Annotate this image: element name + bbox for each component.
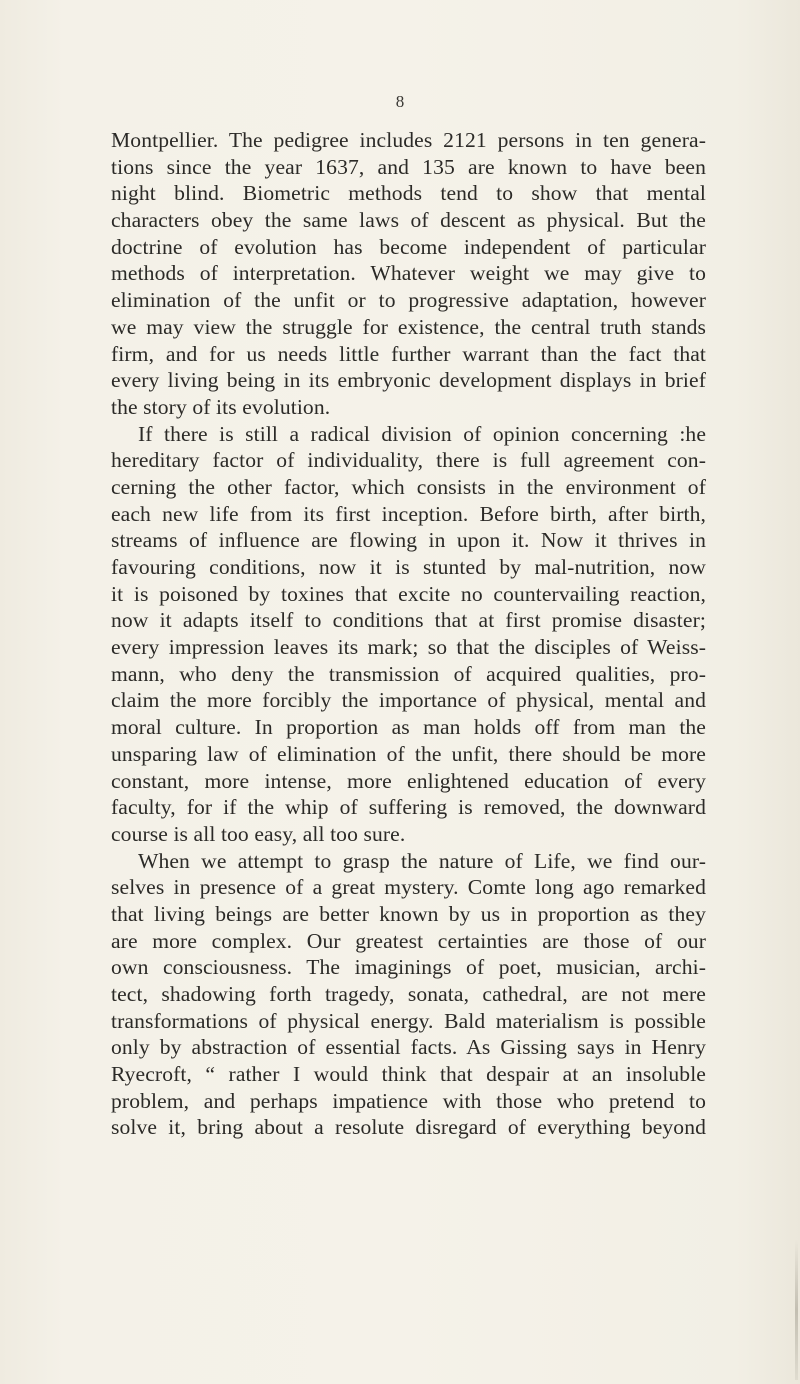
text-line: faculty, for if the whip of suffering is removed, the downward <box>111 795 706 820</box>
text-line: selves in presence of a great mystery. Comte long ago remarked <box>111 875 706 900</box>
text-line: methods of interpretation. Whatever weight we may give to <box>111 261 706 286</box>
text-line: When we attempt to grasp the nature of Life, we find our- <box>138 848 706 873</box>
text-line: doctrine of evolution has become independent of particular <box>111 234 706 259</box>
text-line: are more complex. Our greatest certainties are those of our <box>111 928 706 953</box>
body-text <box>111 127 706 1141</box>
text-line: transformations of physical energy. Bald materialism is possible <box>111 1008 706 1033</box>
page-number: 8 <box>395 92 405 111</box>
text-line: every impression leaves its mark; so that the disciples of Weiss- <box>111 635 706 660</box>
text-line: Ryecroft, “ rather I would think that despair at an insoluble <box>111 1062 706 1087</box>
text-line: every living being in its embryonic development displays in brief <box>111 368 706 393</box>
text-line: moral culture. In proportion as man holds off from man the <box>111 715 706 740</box>
text-line: streams of influence are flowing in upon it. Now it thrives in <box>111 528 706 553</box>
paragraph-3 <box>111 848 706 1142</box>
text-line: hereditary factor of individuality, there is full agreement con- <box>111 448 706 473</box>
text-line: favouring conditions, now it is stunted by mal-nutrition, now <box>111 555 706 579</box>
text-line: only by abstraction of essential facts. As Gissing says in Henry <box>111 1035 706 1060</box>
text-line: elimination of the unfit or to progressive adaptation, however <box>111 288 706 313</box>
paragraph-2 <box>111 421 706 848</box>
text-line: we may view the struggle for existence, the central truth stands <box>111 314 706 339</box>
text-line: own consciousness. The imaginings of poet, musician, archi- <box>111 955 706 980</box>
text-line: mann, who deny the transmission of acquired qualities, pro- <box>111 661 706 686</box>
text-line: each new life from its first inception. Before birth, after birth, <box>111 501 706 526</box>
paragraph-1 <box>111 127 706 421</box>
page-edge-shadow <box>795 1240 798 1380</box>
text-line: night blind. Biometric methods tend to show that mental <box>111 181 706 206</box>
text-line: solve it, bring about a resolute disregard of everything beyond <box>111 1115 706 1140</box>
text-line: tect, shadowing forth tragedy, sonata, cathedral, are not mere <box>111 982 706 1006</box>
text-line: course is all too easy, all too sure. <box>111 821 406 846</box>
text-line: Montpellier. The pedigree includes 2121 persons in ten genera- <box>111 128 706 152</box>
text-line: unsparing law of elimination of the unfit, there should be more <box>111 741 706 766</box>
text-line: now it adapts itself to conditions that at first promise disaster; <box>111 608 706 633</box>
text-line: cerning the other factor, which consists in the environment of <box>111 474 706 499</box>
text-line: If there is still a radical division of opinion concerning :he <box>138 421 706 446</box>
text-line: the story of its evolution. <box>111 394 331 419</box>
text-line: it is poisoned by toxines that excite no countervailing reaction, <box>111 581 706 606</box>
text-line: that living beings are better known by us in proportion as they <box>111 901 706 926</box>
text-line: tions since the year 1637, and 135 are known to have been <box>111 154 706 179</box>
text-line: firm, and for us needs little further warrant than the fact that <box>111 341 706 366</box>
text-line: problem, and perhaps impatience with those who pretend to <box>111 1088 706 1113</box>
text-line: characters obey the same laws of descent as physical. But the <box>111 208 706 233</box>
text-line: claim the more forcibly the importance of physical, mental and <box>111 688 706 713</box>
text-line: constant, more intense, more enlightened education of every <box>111 768 706 793</box>
